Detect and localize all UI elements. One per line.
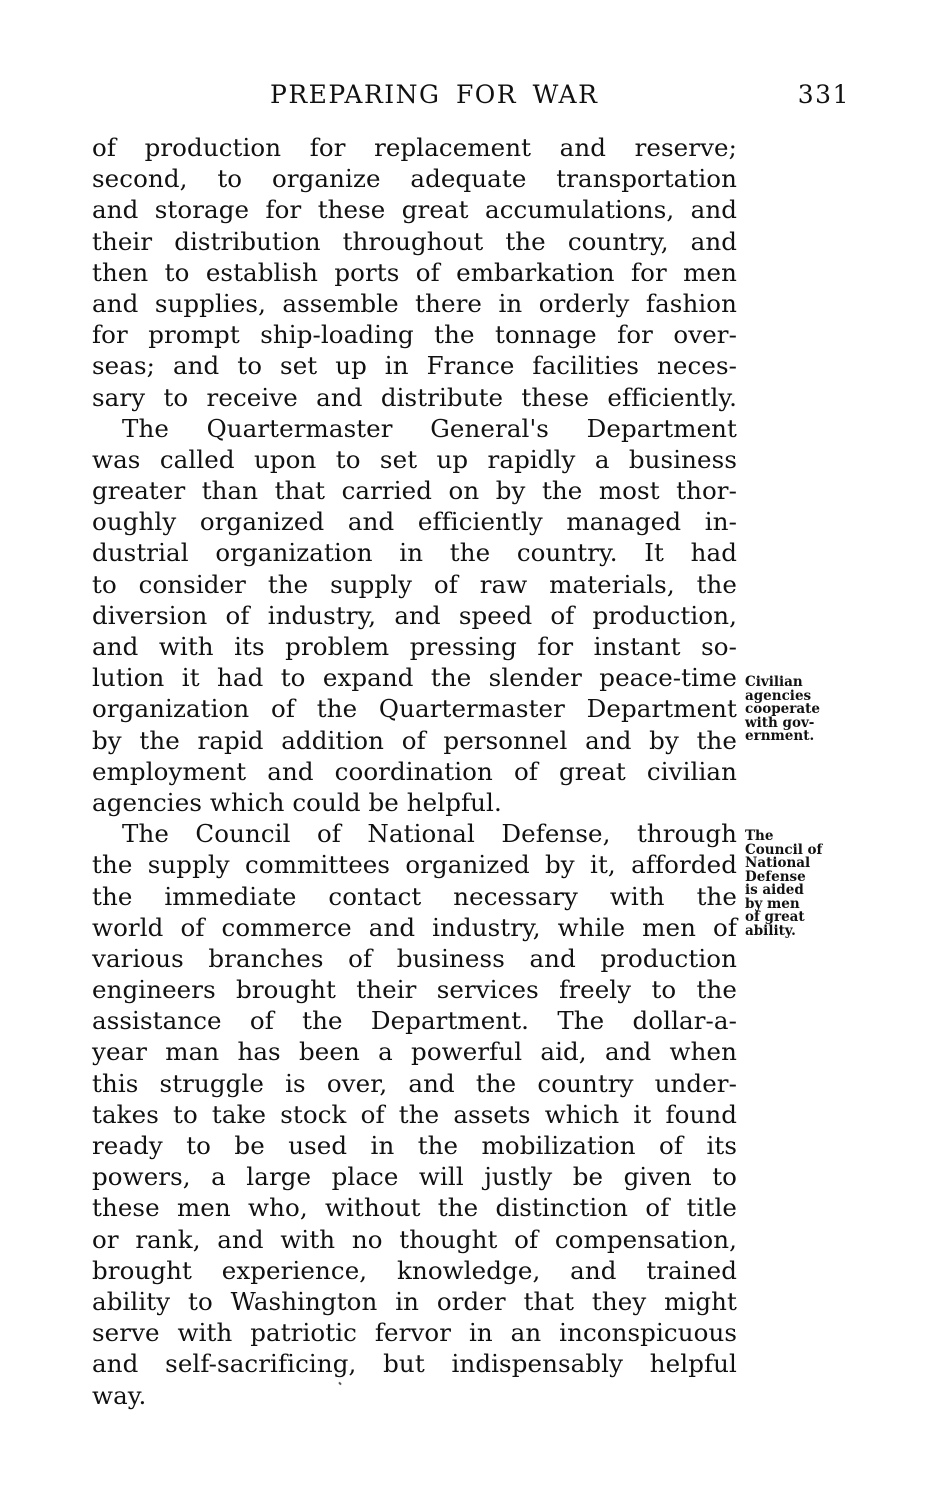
margin-note-line: The: [745, 828, 774, 844]
text-line: second, to organize adequate transportation: [92, 164, 737, 194]
paragraph-first-line: The Council of National Defense, through: [122, 819, 737, 849]
text-line: the supply committees organized by it, afforded: [92, 850, 737, 880]
text-line: engineers brought their services freely to the: [92, 975, 737, 1005]
text-line: seas; and to set up in France facilities neces-: [92, 351, 737, 381]
margin-note-line: by men: [745, 895, 800, 912]
margin-note-civilian-agencies: [745, 676, 855, 744]
text-line: organization of the Quartermaster Department: [92, 694, 737, 724]
text-line: assistance of the Department. The dollar-a-: [92, 1006, 737, 1036]
text-line: or rank, and with no thought of compensation,: [92, 1224, 737, 1254]
text-line: powers, a large place will justly be given to: [92, 1162, 737, 1192]
body-text: [92, 132, 737, 1411]
text-line: to consider the supply of raw materials, the: [92, 569, 737, 599]
text-line: year man has been a powerful aid, and when: [92, 1037, 737, 1067]
text-line: oughly organized and efficiently managed in-: [92, 507, 737, 537]
text-line: world of commerce and industry, while men of: [92, 912, 737, 942]
text-line: employment and coordination of great civilian: [92, 756, 737, 786]
margin-note-line: Civilian: [745, 674, 803, 690]
text-line: serve with patriotic fervor in an inconspicuous: [92, 1318, 737, 1348]
margin-note-line: Council of: [745, 841, 823, 858]
margin-note-line: with gov-: [745, 714, 815, 731]
text-line: by the rapid addition of personnel and by the: [92, 725, 737, 755]
text-line: greater than that carried on by the most thor-: [92, 476, 737, 506]
margin-note-line: ability.: [745, 922, 796, 939]
text-line: the immediate contact necessary with the: [92, 881, 737, 911]
text-line: and storage for these great accumulations, and: [92, 195, 737, 225]
text-line: lution it had to expand the slender peace-time: [92, 663, 737, 693]
text-line: was called upon to set up rapidly a business: [92, 444, 737, 474]
margin-note-line: ernment.: [745, 728, 815, 744]
text-line: brought experience, knowledge, and trained: [92, 1255, 737, 1285]
margin-note-line: Defense: [745, 868, 806, 885]
page-number: 331: [797, 80, 850, 109]
text-line: sary to receive and distribute these efficiently.: [92, 382, 737, 412]
margin-note-council-defense: [745, 830, 855, 938]
text-line: their distribution throughout the country, and: [92, 226, 737, 256]
text-line: ability to Washington in order that they might: [92, 1286, 737, 1316]
running-head: [270, 78, 850, 112]
paragraph-last-line: way.: [92, 1380, 147, 1410]
text-line: various branches of business and production: [92, 943, 737, 973]
text-line: takes to take stock of the assets which it found: [92, 1099, 737, 1129]
text-line: ready to be used in the mobilization of its: [92, 1131, 737, 1160]
text-line: of production for replacement and reserve;: [92, 133, 737, 162]
text-line: then to establish ports of embarkation for men: [92, 257, 737, 287]
running-title: PREPARING FOR WAR: [270, 80, 599, 109]
text-line: for prompt ship-loading the tonnage for over-: [92, 320, 737, 350]
text-line: and with its problem pressing for instant so-: [92, 632, 737, 661]
margin-note-line: cooperate: [745, 701, 820, 717]
text-line: diversion of industry, and speed of production,: [92, 600, 737, 630]
text-line: and supplies, assemble there in orderly fashion: [92, 288, 737, 318]
margin-note-line: of great: [745, 909, 805, 925]
margin-note-line: is aided: [745, 882, 804, 898]
paragraph-last-line: agencies which could be helpful.: [92, 787, 502, 817]
text-line: this struggle is over, and the country under-: [92, 1068, 737, 1098]
text-line: dustrial organization in the country. It had: [92, 538, 737, 568]
margin-note-line: National: [745, 855, 811, 871]
paragraph-first-line: The Quartermaster General's Department: [122, 413, 737, 443]
margin-note-line: agencies: [745, 687, 812, 704]
text-line: and self-sacrificing, but indispensably helpful: [92, 1349, 737, 1379]
text-line: these men who, without the distinction of title: [92, 1193, 737, 1223]
